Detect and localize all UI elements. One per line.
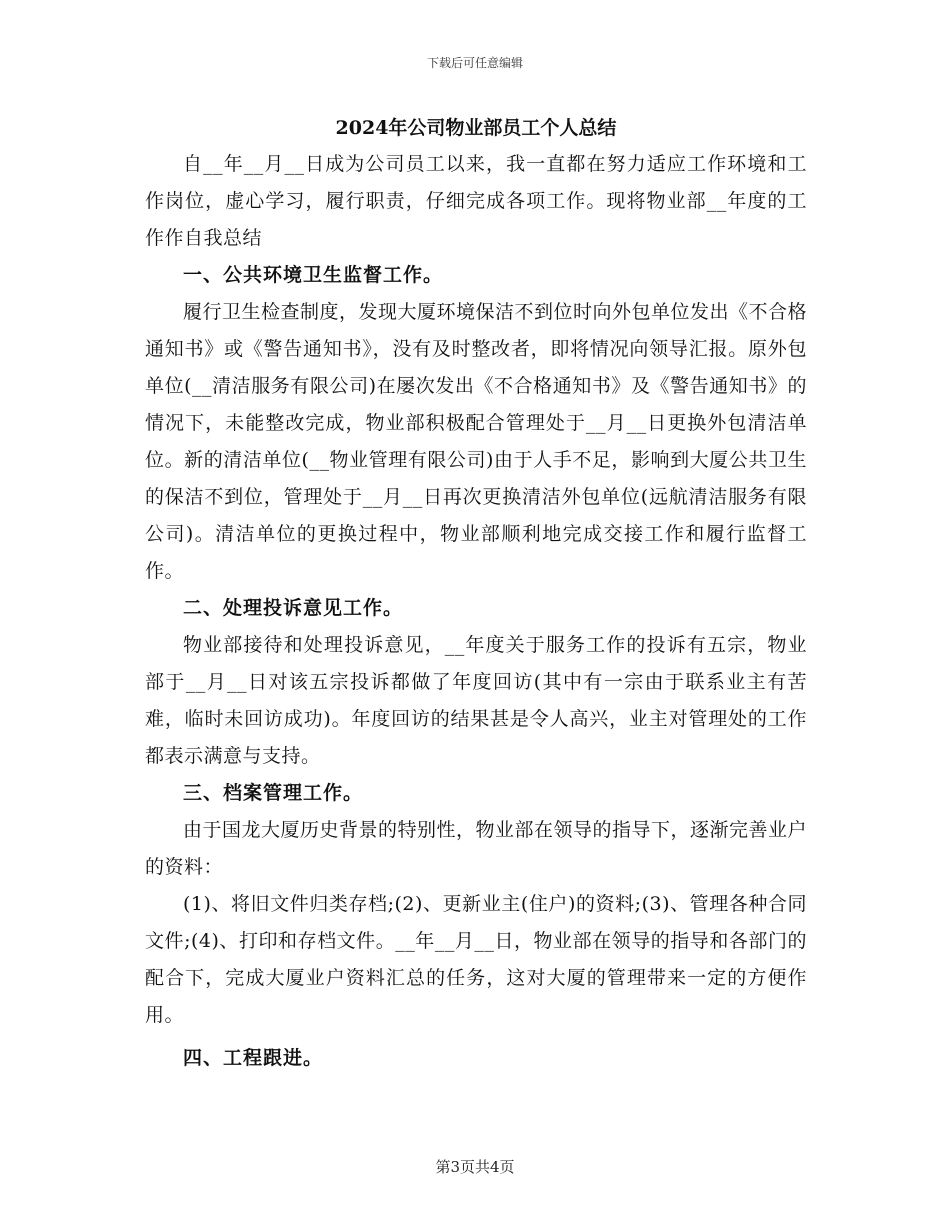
section-paragraph-archives-intro: 由于国龙大厦历史背景的特别性，物业部在领导的指导下，逐渐完善业户的资料： xyxy=(145,819,808,878)
section-paragraph-complaints: 物业部接待和处理投诉意见，__年度关于服务工作的投诉有五宗，物业部于__月__日对该五宗投诉都做了年度回访(其中有一宗由于联系业主有苦难，临时未回访成功)。年度回访的结果甚是令人高兴，业主对管理处的工作都表示满意与支持。 xyxy=(145,634,807,767)
section-heading-archives: 三、档案管理工作。 xyxy=(183,782,364,804)
document-body xyxy=(145,112,807,1077)
section-heading-engineering: 四、工程跟进。 xyxy=(183,1047,324,1069)
intro-paragraph: 自__年__月__日成为公司员工以来，我一直都在努力适应工作环境和工作岗位，虚心学习，履行职责，仔细完成各项工作。现将物业部__年度的工作作自我总结 xyxy=(145,153,807,249)
section-heading-sanitation: 一、公共环境卫生监督工作。 xyxy=(183,264,444,286)
section-paragraph-archives-list: (1)、将旧文件归类存档;(2)、更新业主(住户)的资料;(3)、管理各种合同文件;(4)、打印和存档文件。__年__月__日，物业部在领导的指导和各部门的配合下，完成大厦业户资料汇总的任务，这对大厦的管理带来一定的方便作用。 xyxy=(145,893,807,1026)
section-heading-complaints: 二、处理投诉意见工作。 xyxy=(183,597,404,619)
header-note: 下载后可任意编辑 xyxy=(426,56,523,70)
document-title: 2024年公司物业部员工个人总结 xyxy=(335,117,617,139)
section-paragraph-sanitation: 履行卫生检查制度，发现大厦环境保洁不到位时向外包单位发出《不合格通知书》或《警告通知书》，没有及时整改者，即将情况向领导汇报。原外包单位(__清洁服务有限公司)在屡次发出《不合格通知书》及《警告通知书》的情况下，未能整改完成，物业部积极配合管理处于__月__日更换外包清洁单位。新的清洁单位(__物业管理有限公司)由于人手不足，影响到大厦公共卫生的保洁不到位，管理处于__月__日再次更换清洁外包单位(远航清洁服务有限公司)。清洁单位的更换过程中，物业部顺利地完成交接工作和履行监督工作。 xyxy=(145,301,808,582)
page-number-footer: 第3页共4页 xyxy=(435,1158,515,1176)
